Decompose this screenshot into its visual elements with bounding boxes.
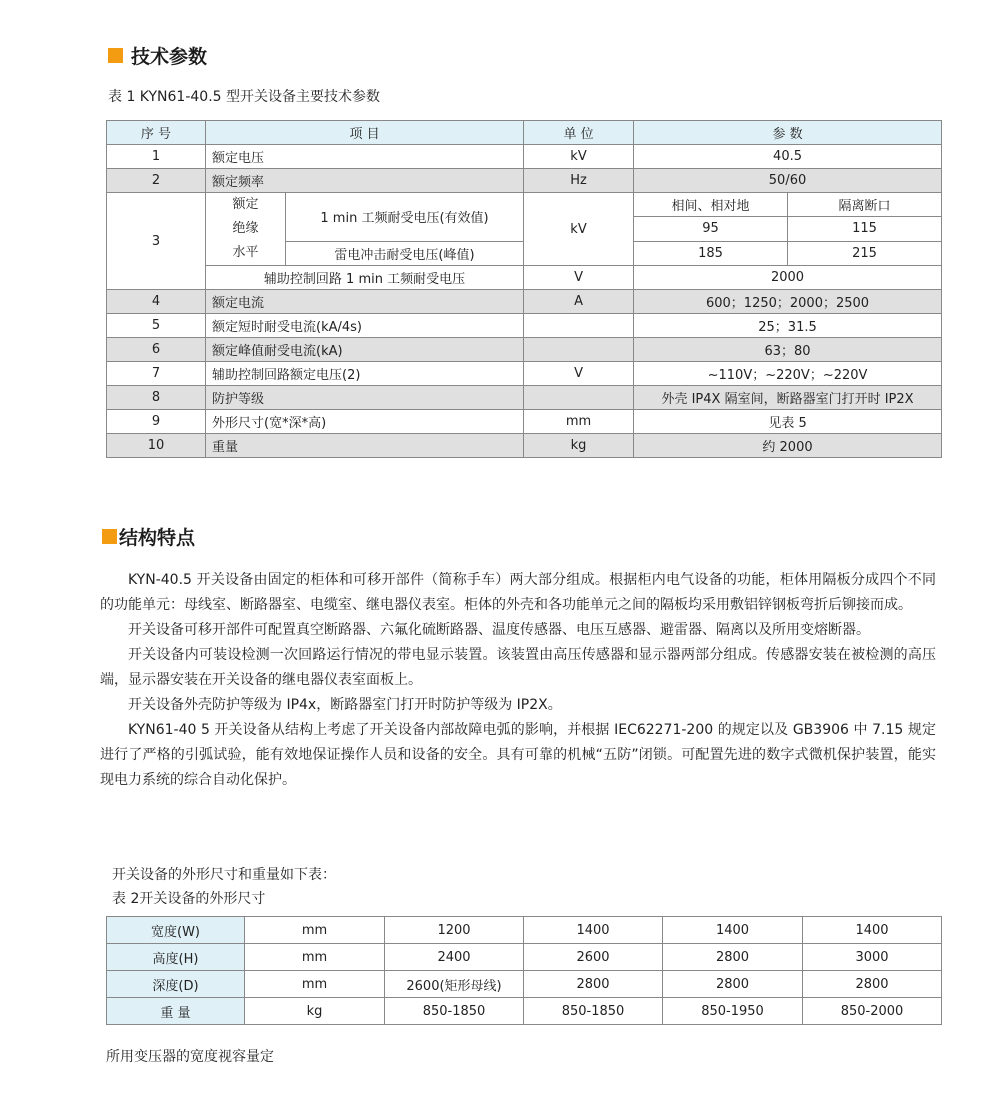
row-index: 1: [107, 145, 206, 169]
row-value: 外壳 IP4X 隔室间，断路器室门打开时 IP2X: [634, 386, 942, 410]
row-index: 2: [107, 169, 206, 193]
row-value: 2800: [803, 971, 942, 998]
paragraph: 开关设备可移开部件可配置真空断路器、六氟化硫断路器、温度传感器、电压互感器、避雷器、隔离以及所用变熔断器。: [128, 622, 870, 638]
row-value: 600；1250；2000；2500: [634, 290, 942, 314]
insulation-sub2: 雷电冲击耐受电压(峰值): [286, 241, 524, 265]
row-unit: [524, 338, 634, 362]
orange-square-icon: [108, 48, 123, 63]
structure-description: [100, 568, 936, 793]
row-index: 3: [107, 193, 206, 290]
row-unit: kg: [524, 434, 634, 458]
dimensions-table: [106, 916, 942, 1025]
row-value: 见表 5: [634, 410, 942, 434]
row-unit: kV: [524, 145, 634, 169]
row-unit: mm: [524, 410, 634, 434]
row-unit: V: [524, 362, 634, 386]
table-row: [107, 944, 942, 971]
row-item: 外形尺寸(宽*深*高): [206, 410, 524, 434]
tech-params-table: [106, 120, 942, 458]
row-value: 63；80: [634, 338, 942, 362]
table-row: [107, 314, 942, 338]
table-row: [107, 410, 942, 434]
table-row: [107, 145, 942, 169]
table2-footnote: 所用变压器的宽度视容量定: [106, 1049, 274, 1065]
table-row: [107, 917, 942, 944]
row-value: 2600: [524, 944, 663, 971]
insulation-col-b: 隔离断口: [788, 193, 942, 217]
row-unit: mm: [245, 971, 385, 998]
row-index: 8: [107, 386, 206, 410]
row-value: 850-2000: [803, 998, 942, 1025]
header-index: 序 号: [107, 121, 206, 145]
row-unit: [524, 314, 634, 338]
row-index: 7: [107, 362, 206, 386]
paragraph: KYN-40.5 开关设备由固定的柜体和可移开部件（简称手车）两大部分组成。根据柜内电气设备的功能，柜体用隔板分成四个不同的功能单元：母线室、断路器室、电缆室、继电器仪表室。柜体的外壳和各功能单元之间的隔板均采用敷铝锌钢板弯折后铆接而成。: [100, 572, 936, 613]
row-value: 2800: [663, 944, 803, 971]
row-index: 4: [107, 290, 206, 314]
table-row: [107, 998, 942, 1025]
insulation-v1a: 95: [634, 217, 788, 241]
row-unit: mm: [245, 944, 385, 971]
row-index: 5: [107, 314, 206, 338]
table-header-row: [107, 121, 942, 145]
table-row-insulation: [107, 266, 942, 290]
paragraph: 开关设备内可装设检测一次回路运行情况的带电显示装置。该装置由高压传感器和显示器两部分组成。传感器安装在被检测的高压端，显示器安装在开关设备的继电器仪表室面板上。: [100, 647, 936, 688]
table-row: [107, 338, 942, 362]
row-value: 1200: [385, 917, 524, 944]
row-item: 重量: [206, 434, 524, 458]
row-value: 25；31.5: [634, 314, 942, 338]
insulation-v3: 2000: [634, 266, 942, 290]
section-title-tech-params: [108, 42, 207, 69]
row-index: 6: [107, 338, 206, 362]
row-value: 40.5: [634, 145, 942, 169]
section-title-structure: [102, 523, 195, 550]
section-title-text: 结构特点: [119, 527, 196, 549]
row-value: 850-1850: [385, 998, 524, 1025]
table-row: [107, 290, 942, 314]
row-unit: A: [524, 290, 634, 314]
row-value: 2800: [524, 971, 663, 998]
insulation-group-label: 额定绝缘水平: [206, 193, 286, 266]
insulation-unit-v: V: [524, 266, 634, 290]
table1-caption: 表 1 KYN61-40.5 型开关设备主要技术参数: [108, 89, 381, 105]
table2-caption: 表 2开关设备的外形尺寸: [112, 891, 266, 907]
paragraph: 开关设备外壳防护等级为 IP4x，断路器室门打开时防护等级为 IP2X。: [128, 697, 562, 713]
orange-square-icon: [102, 529, 117, 544]
row-item: 额定频率: [206, 169, 524, 193]
row-value: 1400: [803, 917, 942, 944]
row-value: 约 2000: [634, 434, 942, 458]
row-index: 9: [107, 410, 206, 434]
row-item: 额定电压: [206, 145, 524, 169]
row-item: 额定短时耐受电流(kA/4s): [206, 314, 524, 338]
insulation-sub1: 1 min 工频耐受电压(有效值): [286, 193, 524, 242]
table-row: [107, 362, 942, 386]
row-value: ~110V；~220V；~220V: [634, 362, 942, 386]
insulation-v2b: 215: [788, 241, 942, 265]
row-value: 2600(矩形母线): [385, 971, 524, 998]
table-row-insulation: [107, 193, 942, 217]
row-unit: mm: [245, 917, 385, 944]
row-index: 10: [107, 434, 206, 458]
header-unit: 单 位: [524, 121, 634, 145]
header-param: 参 数: [634, 121, 942, 145]
row-value: 2800: [663, 971, 803, 998]
row-value: 850-1950: [663, 998, 803, 1025]
table2-intro: 开关设备的外形尺寸和重量如下表：: [112, 867, 336, 883]
row-item: 防护等级: [206, 386, 524, 410]
row-item: 辅助控制回路额定电压(2): [206, 362, 524, 386]
row-value: 2400: [385, 944, 524, 971]
insulation-sub3: 辅助控制回路 1 min 工频耐受电压: [206, 266, 524, 290]
row-value: 3000: [803, 944, 942, 971]
table-row: [107, 169, 942, 193]
table-row: [107, 434, 942, 458]
row-label: 宽度(W): [107, 917, 245, 944]
insulation-col-a: 相间、相对地: [634, 193, 788, 217]
row-label: 重 量: [107, 998, 245, 1025]
header-item: 项 目: [206, 121, 524, 145]
table-row: [107, 386, 942, 410]
paragraph: KYN61-40 5 开关设备从结构上考虑了开关设备内部故障电弧的影响，并根据 IEC62271-200 的规定以及 GB3906 中 7.15 规定进行了严格的引弧试验，能有效地保证操作人员和设备的安全。具有可靠的机械“五防”闭锁。可配置先进的数字式微机保护装置，能实现电力系统的综合自动化保护。: [100, 722, 936, 788]
row-unit: Hz: [524, 169, 634, 193]
row-value: 50/60: [634, 169, 942, 193]
insulation-v1b: 115: [788, 217, 942, 241]
table-row: [107, 971, 942, 998]
row-label: 深度(D): [107, 971, 245, 998]
section-title-text: 技术参数: [131, 46, 208, 68]
row-unit: kg: [245, 998, 385, 1025]
row-item: 额定峰值耐受电流(kA): [206, 338, 524, 362]
row-value: 1400: [524, 917, 663, 944]
row-item: 额定电流: [206, 290, 524, 314]
row-unit: [524, 386, 634, 410]
row-value: 850-1850: [524, 998, 663, 1025]
insulation-v2a: 185: [634, 241, 788, 265]
row-label: 高度(H): [107, 944, 245, 971]
insulation-unit-kv: kV: [524, 193, 634, 266]
row-value: 1400: [663, 917, 803, 944]
